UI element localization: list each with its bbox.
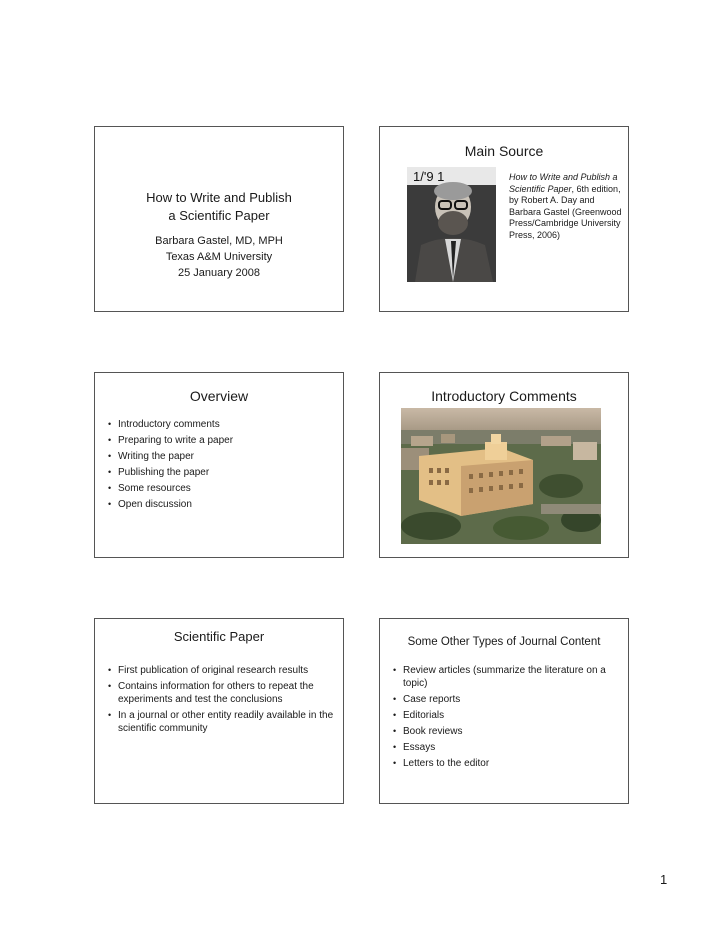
slide-title-page: [94, 126, 344, 312]
list-item: • Review articles (summarize the literature on a topic): [393, 664, 619, 690]
list-item: • Contains information for others to repeat the experiments and test the conclusions: [108, 680, 334, 706]
slide-heading: Scientific Paper: [173, 629, 265, 644]
presentation-title-line-2: a Scientific Paper: [168, 208, 270, 223]
list-item: • Book reviews: [393, 725, 619, 738]
slide-introductory-comments: [379, 372, 629, 558]
slide-heading: Introductory Comments: [431, 388, 577, 404]
svg-text:1/'9 1: 1/'9 1: [413, 169, 445, 184]
presentation-date: 25 January 2008: [178, 267, 260, 279]
list-item: • First publication of original research results: [108, 664, 334, 677]
list-item: • Open discussion: [108, 498, 338, 511]
list-item: • Preparing to write a paper: [108, 434, 338, 447]
list-item: • Publishing the paper: [108, 466, 338, 479]
presentation-title: [95, 189, 343, 225]
campus-aerial-photo: [401, 408, 601, 544]
book-title: How to Write and Publish a Scientific Paper: [509, 172, 618, 194]
list-item: • In a journal or other entity readily available in the scientific community: [108, 709, 334, 735]
slide-overview: [94, 372, 344, 558]
institution-name: Texas A&M University: [165, 251, 273, 263]
book-citation: [509, 172, 627, 241]
scientific-paper-list: [108, 664, 334, 738]
slide-heading: Some Other Types of Journal Content: [407, 636, 601, 648]
journal-content-list: [393, 664, 619, 773]
slide-scientific-paper: [94, 618, 344, 804]
presentation-title-line-1: How to Write and Publish: [146, 190, 292, 205]
list-item: • Essays: [393, 741, 619, 754]
slide-heading: Overview: [189, 388, 249, 404]
list-item: • Writing the paper: [108, 450, 338, 463]
overview-list: [108, 418, 338, 514]
slide-heading: Main Source: [464, 143, 544, 159]
list-item: • Introductory comments: [108, 418, 338, 431]
page-number: 1: [660, 872, 668, 887]
list-item: • Editorials: [393, 709, 619, 722]
author-portrait-image: [407, 167, 496, 282]
book-details: , 6th edition, by Robert A. Day and Barbara Gastel (Greenwood Press/Cambridge University Press, 2006): [509, 183, 622, 240]
list-item: • Some resources: [108, 482, 338, 495]
author-name: Barbara Gastel, MD, MPH: [155, 235, 283, 247]
list-item: • Case reports: [393, 693, 619, 706]
slide-other-journal-content: [379, 618, 629, 804]
list-item: • Letters to the editor: [393, 757, 619, 770]
slide-main-source: [379, 126, 629, 312]
